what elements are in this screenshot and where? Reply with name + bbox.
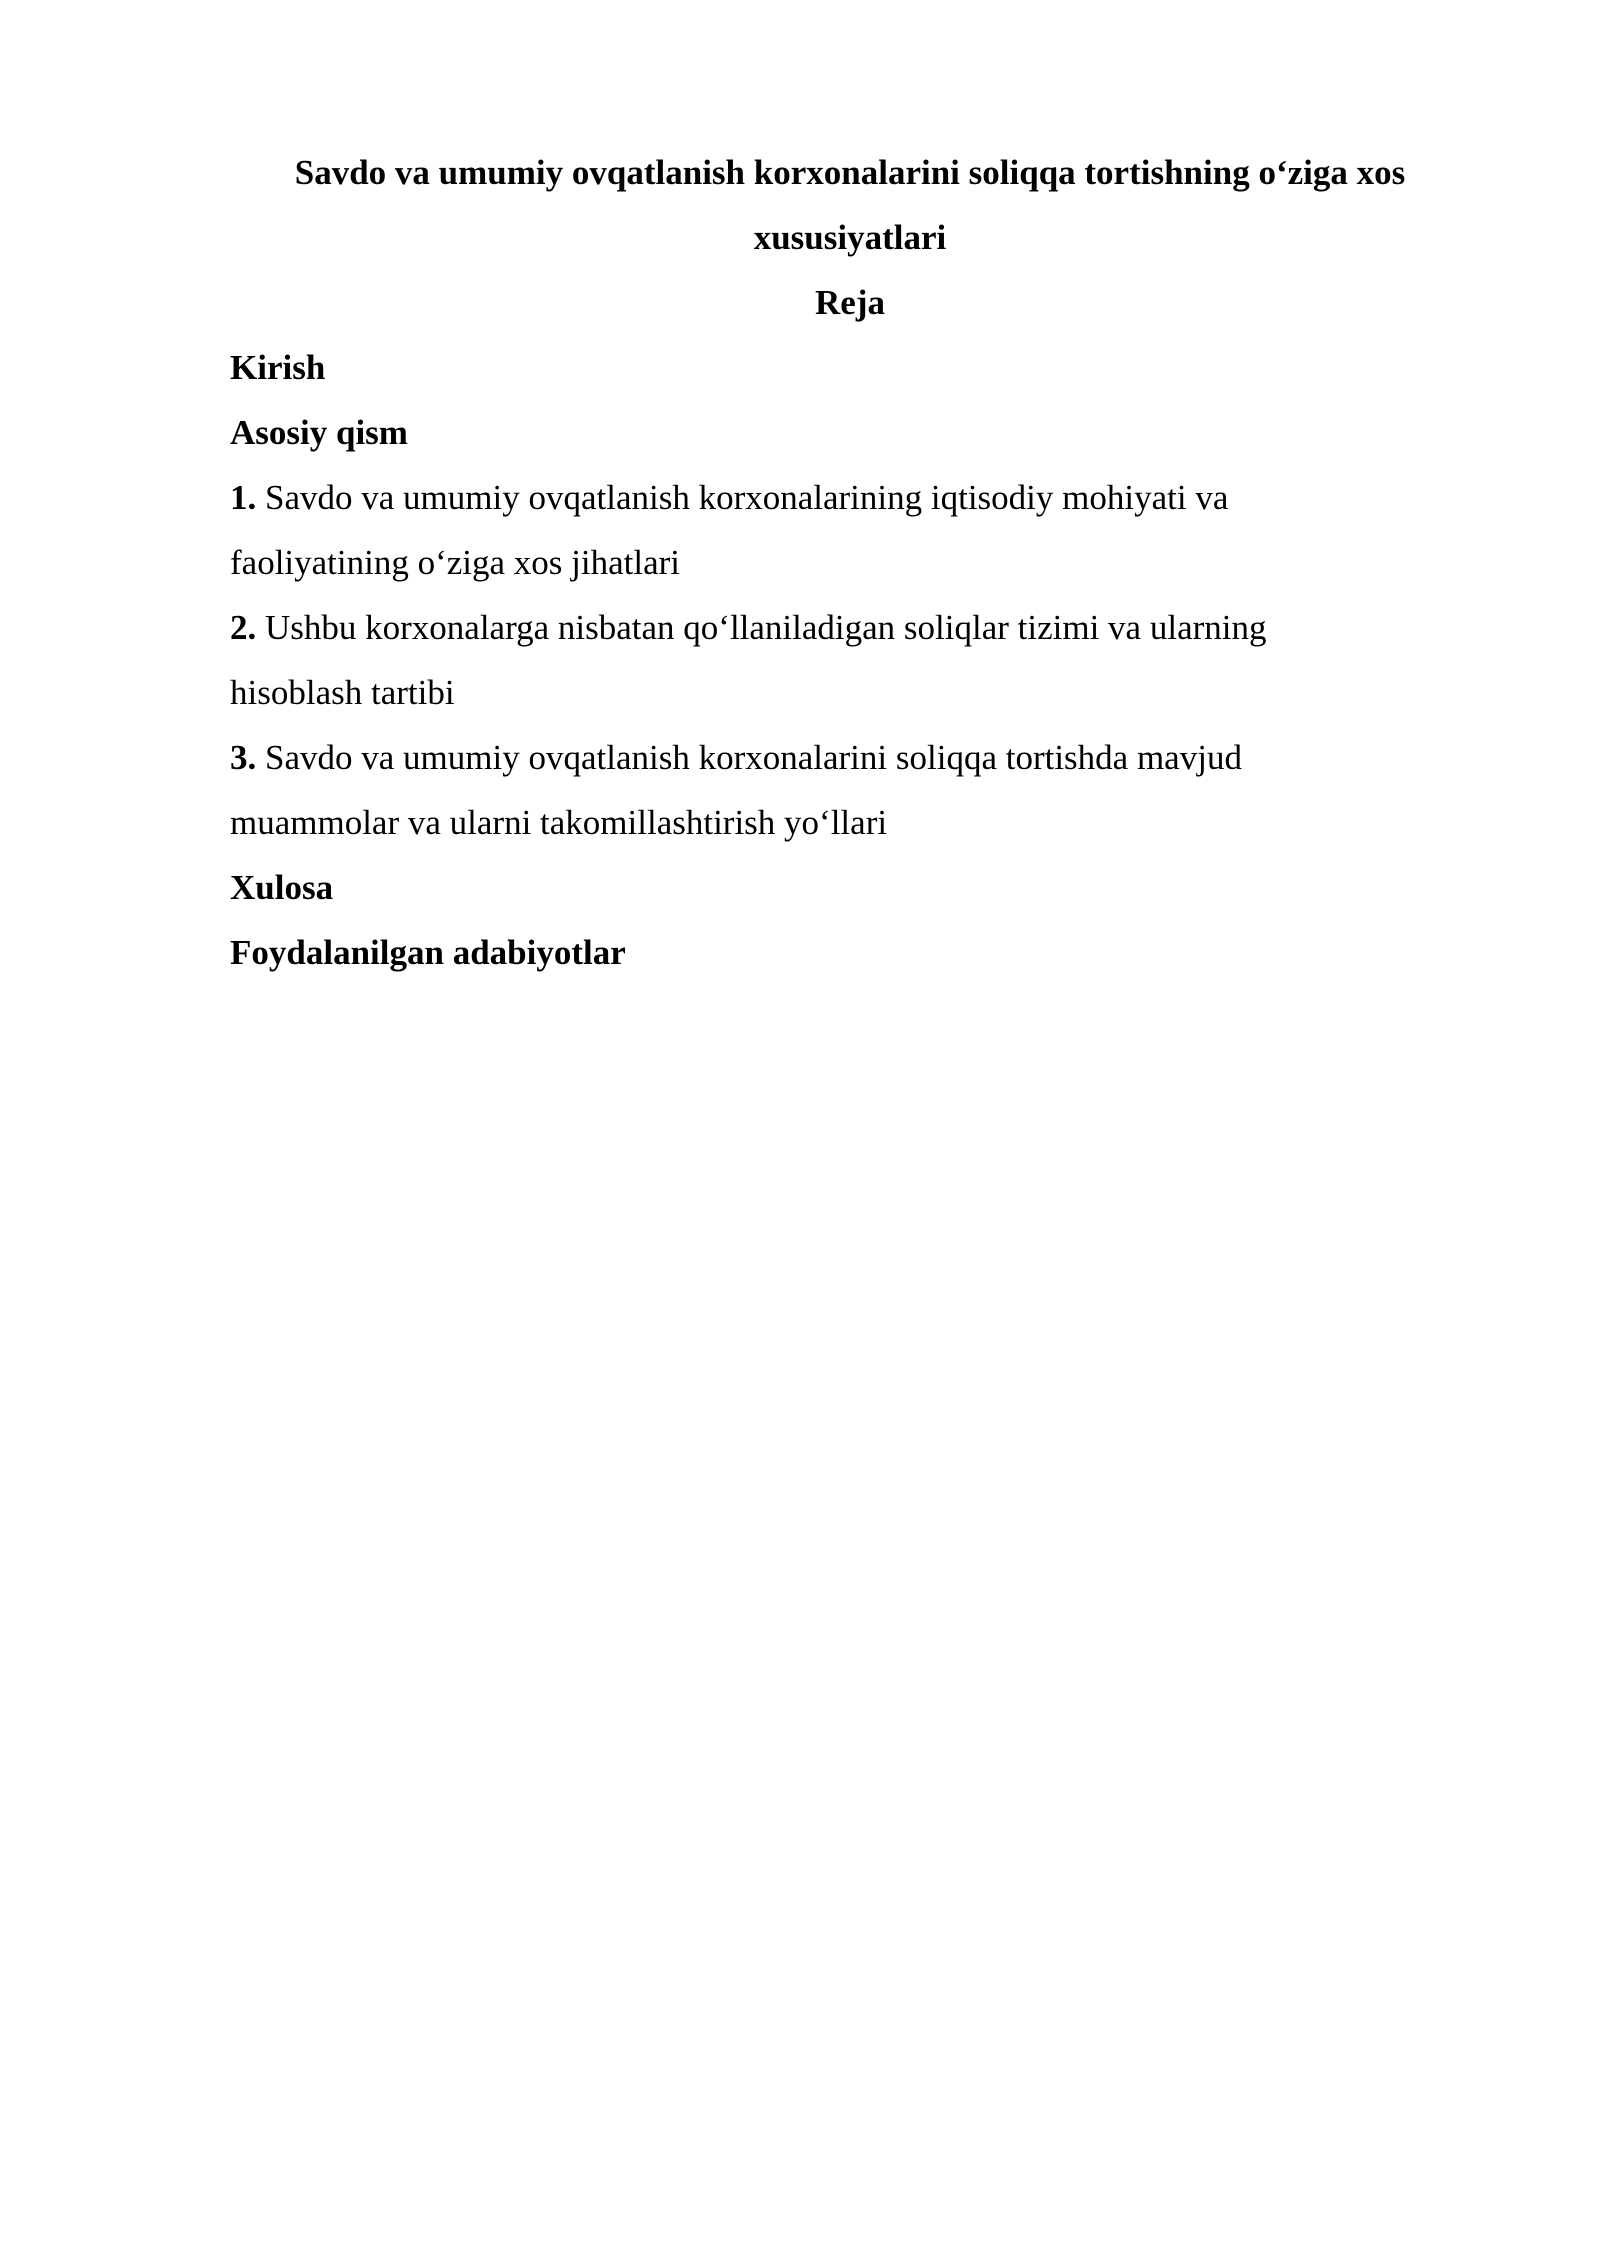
plan-item-2-number: 2.: [230, 608, 257, 647]
document-title-line-2: xususiyatlari: [753, 218, 947, 257]
plan-item-2-continuation: hisoblash tartibi: [230, 673, 455, 712]
plan-heading: Reja: [815, 283, 885, 322]
references-heading: Foydalanilgan adabiyotlar: [230, 933, 626, 972]
conclusion-heading: Xulosa: [230, 868, 334, 907]
plan-item-1-continuation: faoliyatining o‘ziga xos jihatlari: [230, 543, 681, 582]
plan-item-3-text: Savdo va umumiy ovqatlanish korxonalarini soliqqa tortishda mavjud: [256, 738, 1242, 777]
document-title-line-1: Savdo va umumiy ovqatlanish korxonalarini soliqqa tortishning o‘ziga xos: [294, 153, 1406, 192]
plan-item-1-number: 1.: [230, 478, 257, 517]
plan-item-1: [230, 465, 1470, 530]
plan-item-3: [230, 725, 1470, 790]
plan-item-3-number: 3.: [230, 738, 257, 777]
plan-item-2: [230, 595, 1470, 660]
plan-item-1-text: Savdo va umumiy ovqatlanish korxonalarining iqtisodiy mohiyati va: [256, 478, 1229, 517]
intro-heading: Kirish: [230, 348, 326, 387]
document-content: [230, 140, 1470, 985]
plan-item-2-text: Ushbu korxonalarga nisbatan qo‘llaniladigan soliqlar tizimi va ularning: [256, 608, 1267, 647]
plan-item-3-continuation: muammolar va ularni takomillashtirish yo‘llari: [230, 803, 888, 842]
main-part-heading: Asosiy qism: [230, 413, 408, 452]
